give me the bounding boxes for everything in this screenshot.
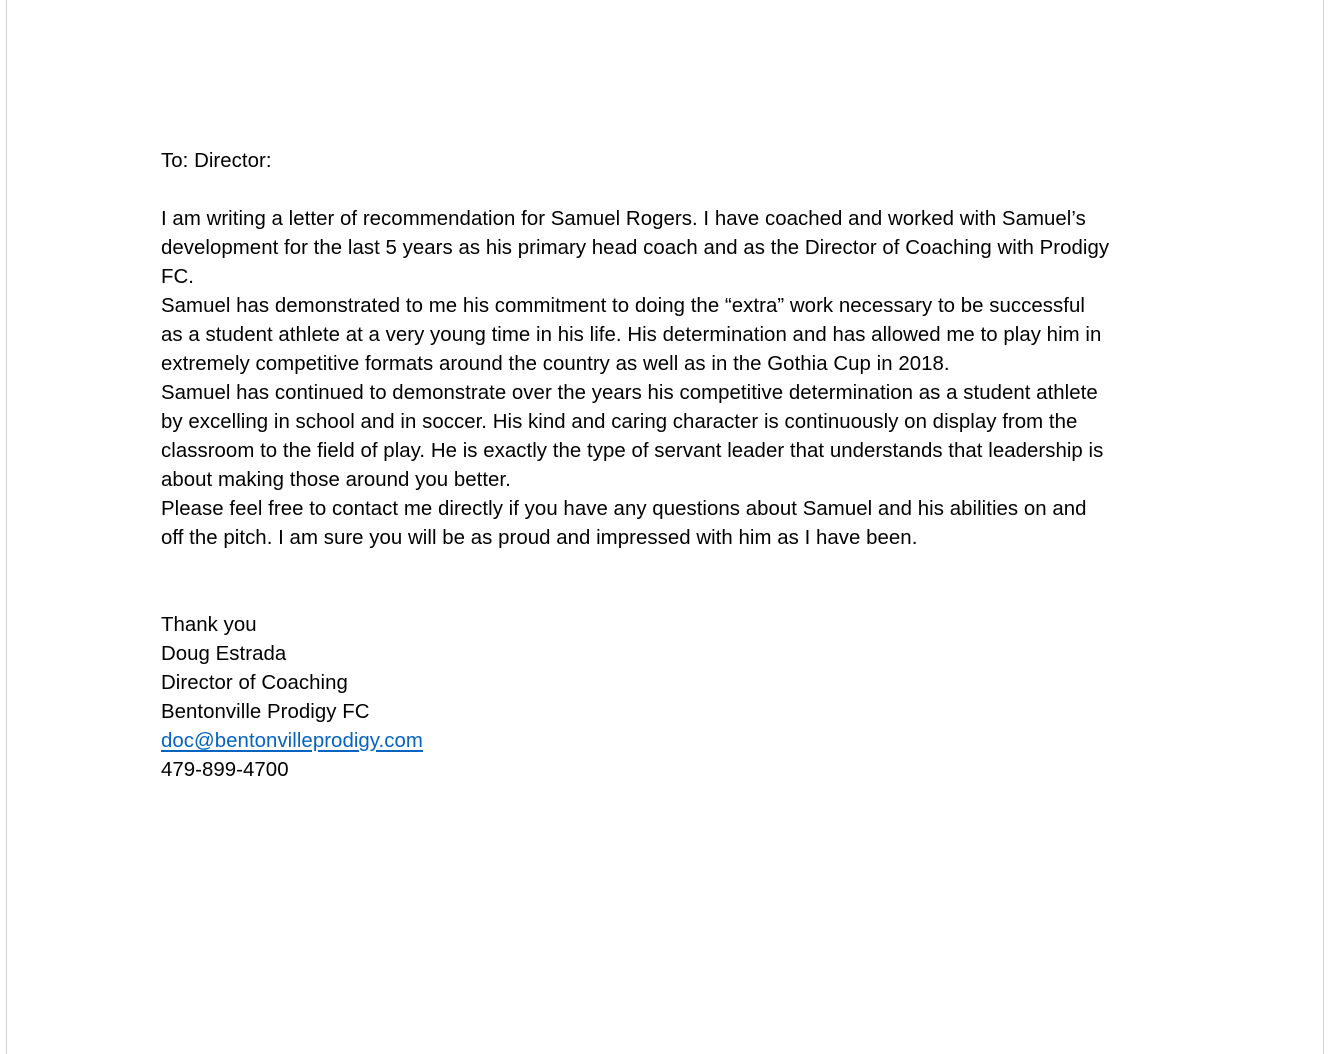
signature-block	[161, 611, 1191, 785]
closing: Thank you	[161, 614, 257, 636]
paragraph-line: Samuel has continued to demonstrate over the years his competitive determination as a student athlete	[161, 382, 1098, 404]
paragraph-line: Please feel free to contact me directly if you have any questions about Samuel and his abilities on and	[161, 498, 1087, 520]
paragraph-line: I am writing a letter of recommendation for Samuel Rogers. I have coached and worked with Samuel’s	[161, 208, 1086, 230]
paragraph-line: extremely competitive formats around the country as well as in the Gothia Cup in 2018.	[161, 353, 950, 375]
paragraph-line: about making those around you better.	[161, 469, 511, 491]
paragraph-character	[161, 379, 1191, 495]
salutation: To: Director:	[161, 150, 272, 172]
paragraph-line: classroom to the field of play. He is exactly the type of servant leader that understands that leadership is	[161, 440, 1104, 462]
paragraph-intro	[161, 205, 1191, 292]
paragraph-contact	[161, 495, 1191, 553]
paragraph-line: development for the last 5 years as his primary head coach and as the Director of Coaching with Prodigy	[161, 237, 1110, 259]
paragraph-line: FC.	[161, 266, 194, 288]
paragraph-commitment	[161, 292, 1191, 379]
paragraph-line: off the pitch. I am sure you will be as proud and impressed with him as I have been.	[161, 527, 918, 549]
signer-organization: Bentonville Prodigy FC	[161, 701, 370, 723]
phone-number: 479-899-4700	[161, 759, 289, 781]
signer-title: Director of Coaching	[161, 672, 348, 694]
paragraph-line: as a student athlete at a very young time in his life. His determination and has allowed me to play him in	[161, 324, 1102, 346]
document-page	[6, 0, 1324, 1054]
paragraph-line: by excelling in school and in soccer. His kind and caring character is continuously on display from the	[161, 411, 1078, 433]
email-link[interactable]: doc@bentonvilleprodigy.com	[161, 730, 423, 752]
letter-body	[161, 147, 1191, 785]
paragraph-line: Samuel has demonstrated to me his commitment to doing the “extra” work necessary to be successful	[161, 295, 1085, 317]
signer-name: Doug Estrada	[161, 643, 287, 665]
